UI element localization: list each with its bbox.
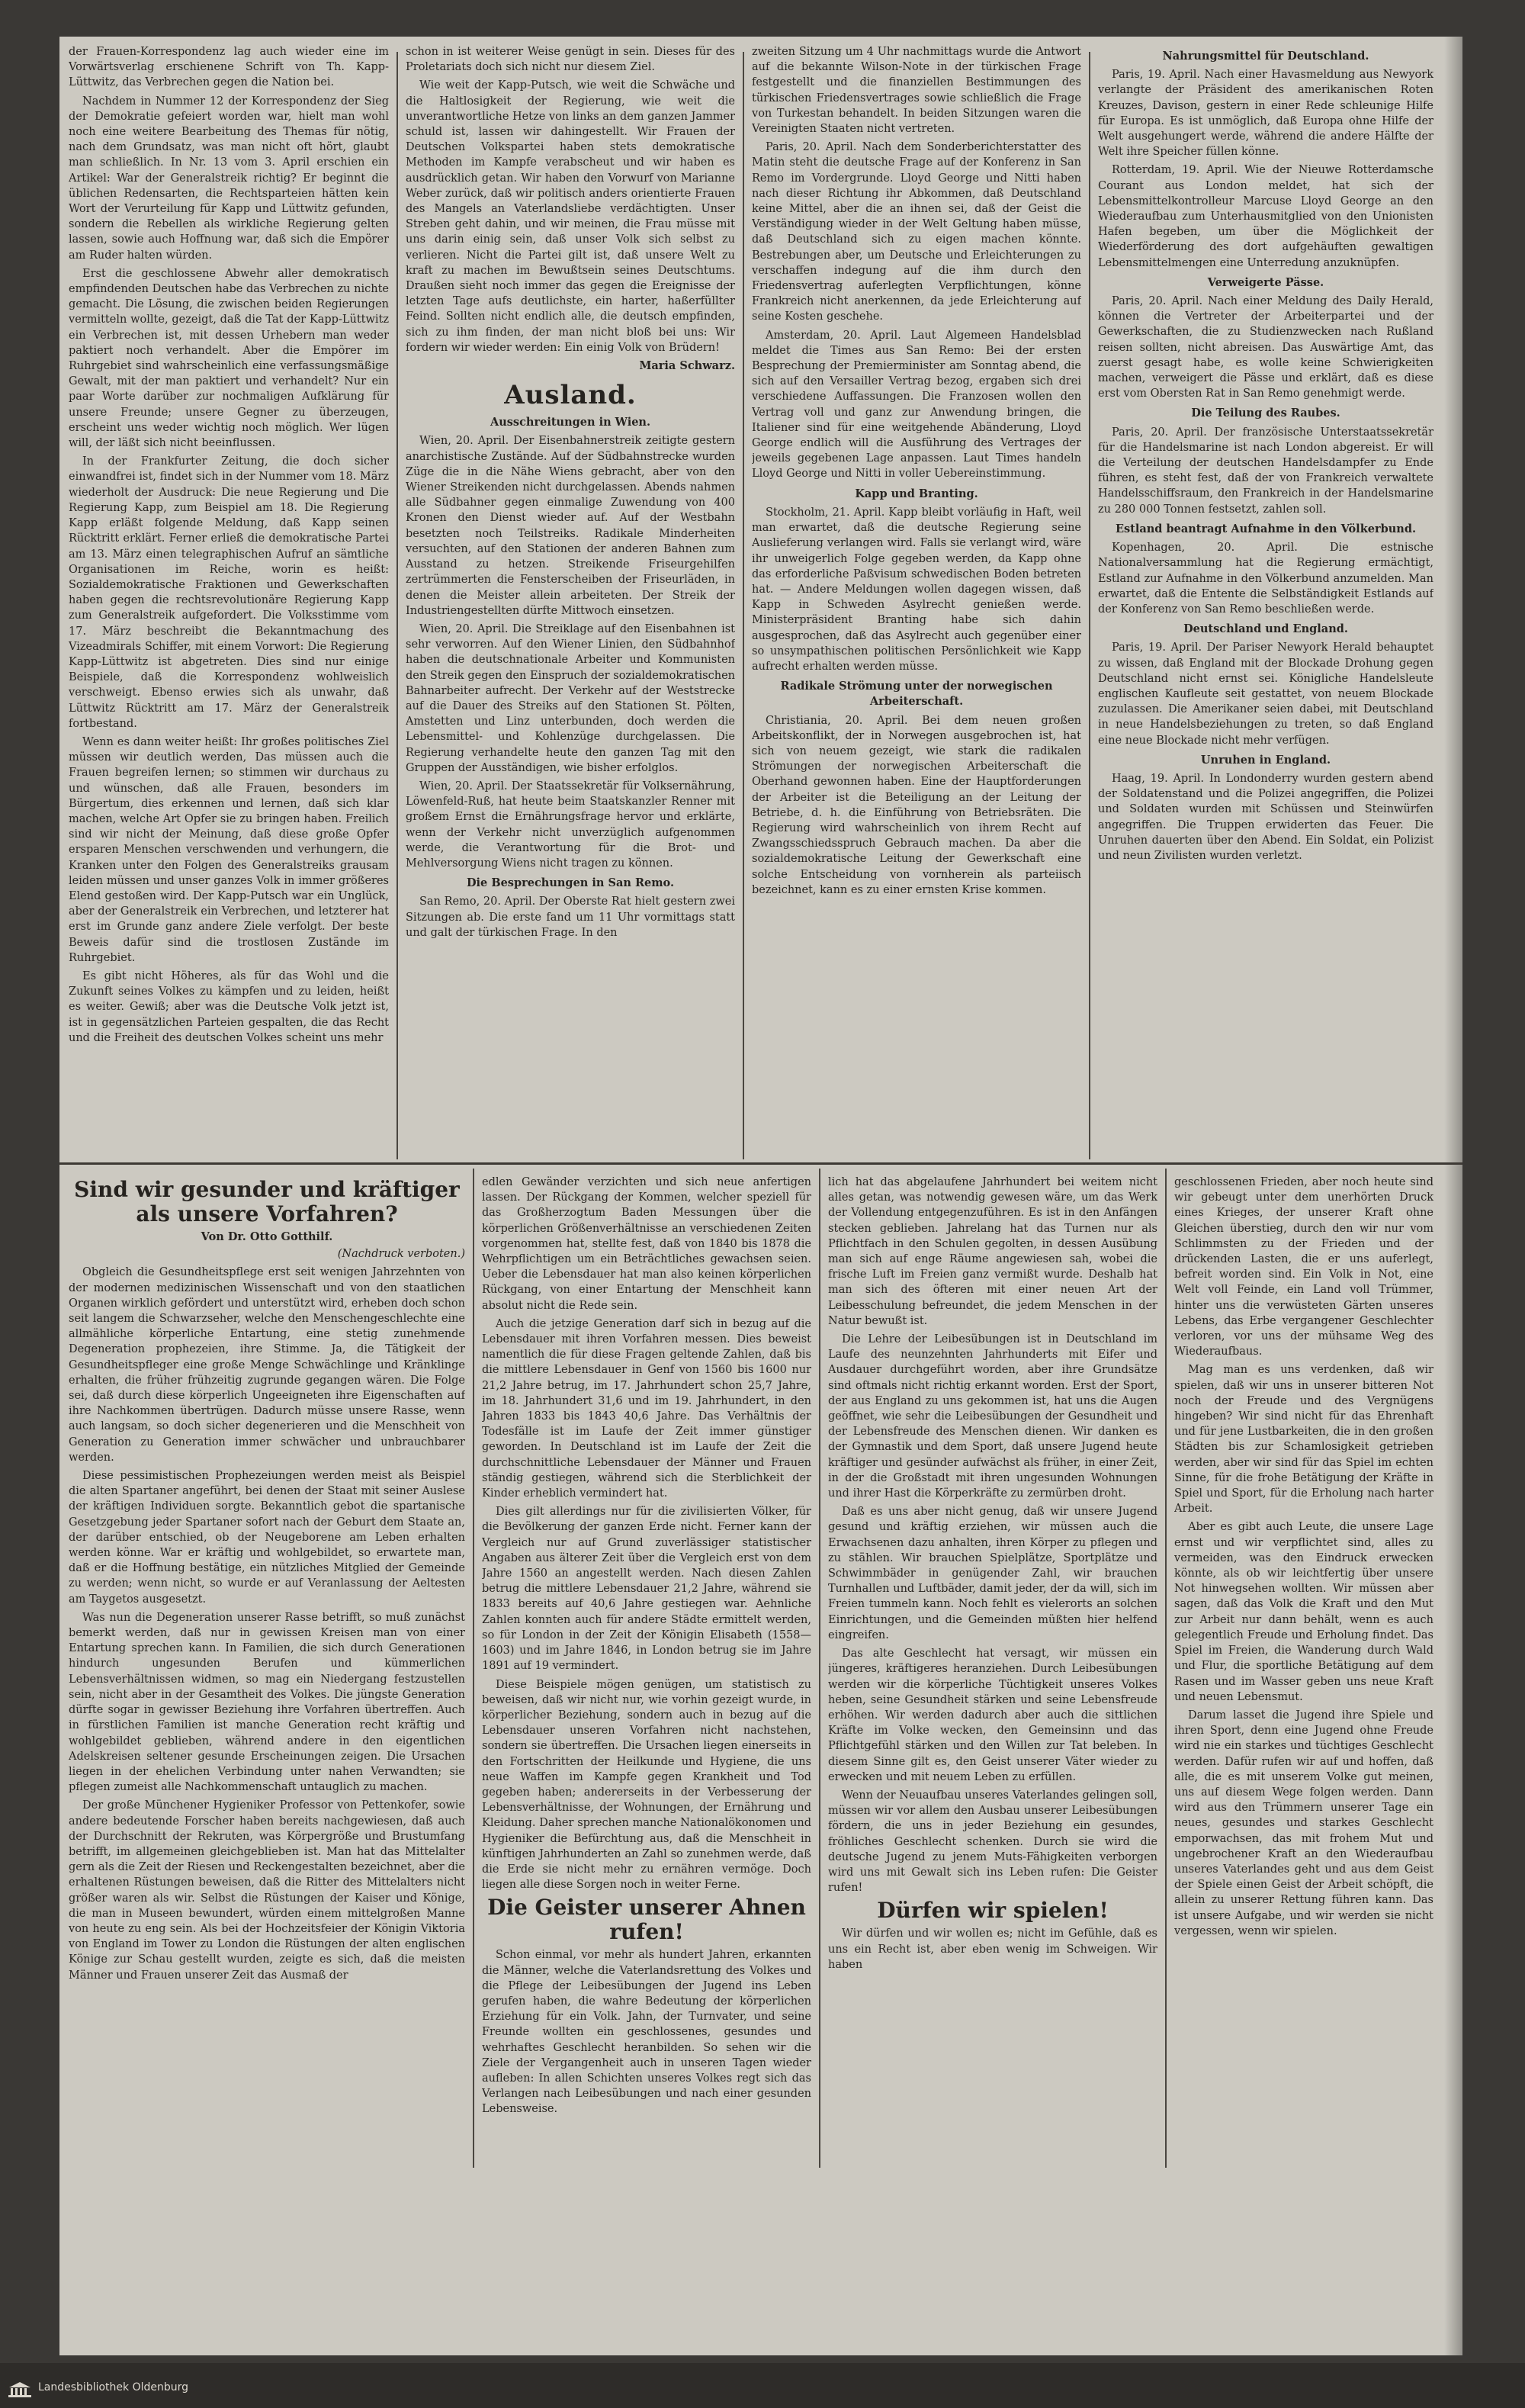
column-2-top [406, 44, 735, 1156]
section-rule [59, 1162, 1462, 1165]
newspaper-page [59, 37, 1462, 2355]
paragraph: Wenn es dann weiter heißt: Ihr großes politisches Ziel müssen wir deutlich werden, Das müssen auch die Frauen begreifen lernen; so stimmen wir durchaus zu und wünschen, daß alle Frauen, besonders im Bürgertum, dies erkennen und lernen, daß sich klar machen, welche Art Opfer sie zu bringen haben. Freilich sind wir nicht der Meinung, daß diese große Opfer ersparen Menschen verschwenden und verhungern, die Kranken unter den Folgen des Generalstreiks grausam leiden müssen und unser ganzes Volk in immer größeres Elend gestoßen wird. Der Kapp-Putsch war ein Unglück, aber der Generalstreik ein Verbrechen, und letzterer hat erst im Grunde ganz andere Ziele verfolgt. Der beste Beweis dafür sind die trostlosen Zustände im Ruhrgebiet. [69, 735, 389, 964]
viewer-footer [0, 2363, 1525, 2408]
subheading: Deutschland und England. [1183, 622, 1348, 636]
column-rule [1089, 52, 1090, 1159]
paragraph: Darum lasset die Jugend ihre Spiele und ihren Sport, denn eine Jugend ohne Freude wird nie ein starkes und tüchtiges Geschlecht werden. Dafür rufen wir auf und hoffen, daß alle, die es mit unserem Volke gut meinen, uns auf diesem Wege folgen werden. Dann wird aus den Trümmern unserer Tage ein neues, gesundes und starkes Geschlecht emporwachsen, das mit frohem Mut und ungebrochener Kraft an den Wiederaufbau unseres Vaterlandes geht und aus dem Geist der Spiele einen Geist der Arbeit schöpft, die allein zu unserer Rettung führen kann. Das ist unsere Aufgabe, und wir werden sie nicht vergessen, wenn wir spielen. [1174, 1709, 1434, 1937]
paragraph: Mag man es uns verdenken, daß wir spielen, daß wir uns in unserer bitteren Not noch der Freude und des Vergnügens hingeben? Wir sind nicht für das Ehrenhaft und für jene Lustbarkeiten, die in den großen Städten bis zur Schamlosigkeit getrieben werden, aber wir sind für das Spiel im echten Sinne, für die frohe Betätigung der Kräfte in Spiel und Sport, für die Erholung nach harter Arbeit. [1174, 1364, 1434, 1516]
library-name: Landesbibliothek Oldenburg [38, 2381, 189, 2394]
paragraph: zweiten Sitzung um 4 Uhr nachmittags wurde die Antwort auf die bekannte Wilson-Note in der türkischen Frage festgestellt und die finanziellen Bestimmungen des türkischen Friedensvertrages sowie schließlich die Frage von Turkestan behandelt. In beiden Sitzungen waren die Vereinigten Staaten nicht vertreten. [752, 46, 1081, 136]
paragraph: der Frauen-Korrespondenz lag auch wieder eine im Vorwärtsverlag erschienene Schrift von Th. Kapp-Lüttwitz, das Verbrechen gegen die Nation bei. [69, 46, 389, 89]
subheading: Radikale Strömung unter der norwegischen Arbeiterschaft. [780, 680, 1053, 709]
paragraph: schon in ist weiterer Weise genügt in sein. Dieses für des Proletariats doch sich nicht nur diesem Ziel. [406, 46, 735, 74]
column-rule [473, 1169, 474, 2168]
column-1-top [69, 44, 389, 1156]
column-rule [819, 1169, 820, 2168]
paragraph: geschlossenen Frieden, aber noch heute sind wir gebeugt unter dem unerhörten Druck eines Krieges, der unserer Kraft ohne Gleichen überstieg, durch den wir nur vom Schlimmsten zu der Frieden und der drückenden Lasten, die er uns auferlegt, befreit worden sind. Ein Volk in Not, eine Welt voll Feinde, ein Land voll Trümmer, hinter uns die verwüsteten Gärten unseres Lebens, das Erbe vergangener Geschlechter verloren, vor uns der mühsame Weg des Wiederaufbaus. [1174, 1176, 1434, 1358]
library-logo-icon [8, 2381, 32, 2398]
paragraph: Aber es gibt auch Leute, die unsere Lage ernst und wir verpflichtet sind, alles zu vermeiden, was den Eindruck erwecken könnte, als ob wir leichtfertig über unsere Not hinwegsehen wollten. Wir müssen aber sagen, daß das Volk die Kraft und den Mut zur Arbeit nur dann behält, wenn es auch gelegentlich Freude und Erholung findet. Das Spiel im Freien, die Wanderung durch Wald und Flur, die sportliche Betätigung auf dem Rasen und im Wasser geben uns neue Kraft und neuen Lebensmut. [1174, 1521, 1434, 1703]
subheading: Kapp und Branting. [855, 487, 978, 500]
paragraph: Nachdem in Nummer 12 der Korrespondenz der Sieg der Demokratie gefeiert worden war, hielt man wohl noch eine weitere Bearbeitung des Themas für nötig, nach dem Grundsatz, was man nicht oft hört, glaubt man schließlich. In Nr. 13 vom 3. April erschien ein Artikel: War der Generalstreik richtig? Er beginnt die üblichen Redensarten, die Rechtsparteien hätten kein Wort der Verurteilung für Kapp und Lüttwitz gefunden, sondern die Rebellen als wirkliche Regierung gelten lassen, sowie auch Hoffnung war, daß sich die Empörer am Ruder halten würden. [69, 95, 389, 262]
paragraph: Paris, 19. April. Der Pariser Newyork Herald behauptet zu wissen, daß England mit der Blockade Drohung gegen Deutschland nicht ernst sei. Königliche Handelsleute englischen Kaufleute seit gestattet, von neuem Blockade zuzulassen. Die Amerikaner seien dabei, mit Deutschland in neue Handelsbeziehungen zu treten, so daß England eine neue Blockade nicht mehr verfügen. [1098, 641, 1434, 747]
author-signature: Maria Schwarz. [639, 359, 735, 373]
subheading: Die Teilung des Raubes. [1191, 407, 1340, 420]
subheading: Unruhen in England. [1200, 753, 1331, 767]
paragraph: Rotterdam, 19. April. Wie der Nieuwe Rotterdamsche Courant aus London meldet, hat sich der Lebensmittelkontrolleur Marcuse Lloyd George an den Wiederaufbau zum Unterhausmitglied von den Unionisten Hafen begeben, um über die Möglichkeit der Wiederförderung des dort aufgehäuften gewaltigen Lebensmittelmengen eine Unterredung anzuknüpfen. [1098, 164, 1434, 269]
subheading: Nahrungsmittel für Deutschland. [1162, 50, 1369, 63]
paragraph: Was nun die Degeneration unserer Rasse betrifft, so muß zunächst bemerkt werden, daß nur in gewissen Kreisen man von einer Entartung sprechen kann. In Familien, die sich durch Generationen hindurch ungesunden Berufen und kümmerlichen Lebensverhältnissen widmen, so mag ein Niedergang festzustellen sein, nicht aber in der Gesamtheit des Volkes. Die jüngste Generation dürfte sogar in gewisser Beziehung ihre Vorfahren übertreffen. Auch in fürstlichen Familien ist manche Generation recht kräftig und wohlgebildet geblieben, während andere in den eigentlichen Adelskreisen seltener gesunde Erscheinungen zeigen. Die Ursachen liegen in der ehelichen Verbindung unter nahen Verwandten; sie pflegen zumeist alle Nachkommenschaft untauglich zu machen. [69, 1611, 465, 1794]
paragraph: Christiania, 20. April. Bei dem neuen großen Arbeitskonflikt, der in Norwegen ausgebrochen ist, hat sich von neuem gezeigt, wie stark die radikalen Strömungen der norwegischen Arbeiterschaft die Oberhand gewonnen haben. Eine der Hauptforderungen der Arbeiter ist die Beteiligung an der Leitung der Betriebe, d. h. die Einführung von Betriebsräten. Die Regierung wird wahrscheinlich von ihrem Recht auf Zwangsschiedsspruch Gebrauch machen. Da aber die sozialdemokratische Leitung der Gewerkschaft eine solche Entscheidung von vornherein als parteiisch bezeichnet, kann es zu einer ernsten Krise kommen. [752, 714, 1081, 896]
paragraph: Stockholm, 21. April. Kapp bleibt vorläufig in Haft, weil man erwartet, daß die deutsche Regierung seine Auslieferung verlangen wird. Falls sie verlangt wird, wäre ihr unweigerlich Folge gegeben werden, da Kapp ohne das erforderliche Paßvisum schwedischen Boden betreten hat. — Andere Meldungen wollen dagegen wissen, daß Kapp in Schweden Asylrecht genießen werde. Ministerpräsident Branting habe sich dahin ausgesprochen, daß das Asylrecht auch gegenüber einer so unsympathischen politischen Persönlichkeit wie Kapp aufrecht erhalten werden müsse. [752, 506, 1081, 673]
paragraph: Paris, 20. April. Nach einer Meldung des Daily Herald, können die Vertreter der Arbeiterpartei und der Gewerkschaften, die zu Studienzwecken nach Rußland reisen sollten, nicht abreisen. Das Auswärtige Amt, das zuerst gesagt habe, es wolle keine Schwierigkeiten machen, verweigert die Pässe und erklärt, daß es diese erst vom Obersten Rat in San Remo genehmigt werde. [1098, 295, 1434, 400]
column-rule [396, 52, 398, 1159]
paragraph: Paris, 20. April. Nach dem Sonderberichterstatter des Matin steht die deutsche Frage auf der Konferenz in San Remo im Vordergrunde. Lloyd George und Nitti haben nach dieser Richtung ihr Abkommen, daß Deutschland keine Mittel, aber die an ihnen sei, daß der Geist die Verständigung wieder in der Welt Geltung haben müsse, daß Deutschland sich zu eigen machen könnte. Bestrebungen aber, um Deutsche und Erleichterungen zu verschaffen indegung auf die ihm durch den Friedensvertrag auferlegten Verpflichtungen, könne Frankreich nicht anerkennen, da jede Erleichterung auf seine Kosten geschehe. [752, 141, 1081, 323]
paragraph: Diese pessimistischen Prophezeiungen werden meist als Beispiel die alten Spartaner angeführt, bei denen der Staat mit seiner Auslese der kräftigen Individuen sorgte. Bekanntlich gebot die spartanische Gesetzgebung jeder Spartaner sofort nach der Geburt dem Staate an, der darüber entschied, ob der Neugeborene am Leben erhalten werden könne. War er kräftig und wohlgebildet, so erwartete man, daß er die Hoffnung bestätige, ein nützliches Mitglied der Gemeinde zu werden; wenn nicht, so wurde er auf Veranlassung der Aeltesten am Taygetos ausgesetzt. [69, 1470, 465, 1606]
paragraph: Es gibt nicht Höheres, als für das Wohl und die Zukunft seines Volkes zu kämpfen und zu leiden, heißt es weiter. Gewiß; aber was die Deutsche Volk jetzt ist, ist in gegensätzlichen Parteien gespalten, die das Recht und die Freiheit des deutschen Volkes scheint uns mehr [69, 969, 389, 1044]
feature-headline: Sind wir gesunder und kräftiger als unsere Vorfahren? [74, 1177, 460, 1227]
subheading: Estland beantragt Aufnahme in den Völkerbund. [1115, 522, 1417, 535]
paragraph: Wie weit der Kapp-Putsch, wie weit die Schwäche und die Haltlosigkeit der Regierung, wie weit die unverantwortliche Hetze von links an dem ganzen Jammer schuld ist, lassen wir dahingestellt. Wir Frauen der Deutschen Volkspartei haben stets demokratische Methoden im Kampfe verabscheut und wir haben es ausdrücklich getan. Wir haben den Vorwurf von Marianne Weber zurück, daß wir politisch anders orientierte Frauen des Mangels an Vaterlandsliebe verdächtigten. Unser Streben geht dahin, und wir meinen, die Frau müsse mit uns darin einig sein, daß unser Volk sich selbst zu verlieren. Nicht die Partei gilt ist, daß unsere Welt zu kraft zu machen im Bewußtsein seines Deutschtums. Draußen sieht noch immer das gegen die Ereignisse der letzten Tage aufs deutlichste, ein harter, haßerfüllter Feind. Sollten nicht endlich alle, die deutsch empfinden, sich zu ihm finden, der man nicht bloß bei uns: Wir fordern wir wieder werden: Ein einig Volk von Brüdern! [406, 79, 735, 354]
paragraph: lich hat das abgelaufene Jahrhundert bei weitem nicht alles getan, was notwendig gewesen wäre, um das Werk der Vollendung entgegenzuführen. Es ist in den Anfängen stecken geblieben. Jahrelang hat das Turnen nur als Pflichtfach in den Schulen gegolten, in dessen Ausübung man sich auf enge Räume angewiesen sah, wobei die frische Luft im Freien ganz vermißt wurde. Deshalb hat man sich des öfteren mit einer neuen Art der Leibesschulung befreundet, die jedem Menschen in der Natur bewußt ist. [828, 1176, 1157, 1327]
paragraph: Die Lehre der Leibesübungen ist in Deutschland im Laufe des neunzehnten Jahrhunderts mit Eifer und Ausdauer durchgeführt worden, aber ihre Grundsätze sind oftmals nicht richtig erkannt worden. Erst der Sport, der aus England zu uns gekommen ist, hat uns die Augen geöffnet, wie sehr die Leibesübungen der Gesundheit und der Lebensfreude des Menschen dienen. Wir danken es der Gymnastik und dem Sport, daß unsere Jugend heute kräftiger und gesünder aufwächst als früher, in einer Zeit, in der die Großstadt mit ihren ungesunden Wohnungen und ihrer Hast die Körperkräfte zu zermürben droht. [828, 1333, 1157, 1500]
column-4-top [1098, 44, 1434, 1156]
paragraph: Diese Beispiele mögen genügen, um statistisch zu beweisen, daß wir nicht nur, wie vorhin gezeigt wurde, in körperlicher Beziehung, sondern auch in bezug auf die Lebensdauer unseren Vorfahren nicht nachstehen, sondern sie übertreffen. Die Ursachen liegen einerseits in den Fortschritten der Heilkunde und Hygiene, die uns neue Waffen im Kampfe gegen Krankheit und Tod gegeben haben; andererseits in der Verbesserung der Lebensverhältnisse, der Wohnungen, der Ernährung und Kleidung. Daher sprechen manche Nationalökonomen und Hygieniker die Befürchtung aus, daß die Menschheit in künftigen Jahrhunderten an Zahl so zunehmen werde, daß die Erde sie nicht mehr zu ernähren vermöge. Doch liegen alle diese Sorgen noch in weiter Ferne. [482, 1678, 811, 1892]
feature-column-3 [828, 1175, 1157, 2166]
paragraph: Wien, 20. April. Der Eisenbahnerstreik zeitigte gestern anarchistische Zustände. Auf der Südbahnstrecke wurden Züge die in die Nähe Wiens gebracht, aber von den Wiener Streikenden nicht durchgelassen. Abends nahmen alle Südbahner gegen einmalige Zuwendung von 400 Kronen den Dienst wieder auf. Auf der Westbahn besetzten noch Teilstreiks. Radikale Minderheiten versuchten, auf den Stationen der anderen Bahnen zum Ausstand zu hetzen. Streikende Friseurgehilfen zertrümmerten die Fensterscheiben der Friseurläden, in denen die Meister allein arbeiteten. Der Streik der Industriengestellten dürfte Mittwoch einsetzen. [406, 435, 735, 617]
paragraph: San Remo, 20. April. Der Oberste Rat hielt gestern zwei Sitzungen ab. Die erste fand um 11 Uhr vormittags statt und galt der türkischen Frage. In den [406, 895, 735, 939]
feature-subheadline: Die Geister unserer Ahnen rufen! [487, 1895, 806, 1945]
paragraph: Haag, 19. April. In Londonderry wurden gestern abend der Soldatenstand und die Polizei angegriffen, die Polizei und Soldaten wurden mit Schüssen und Steinwürfen angegriffen. Die Truppen erwiderten das Feuer. Die Unruhen dauerten über den Abend. Ein Soldat, ein Polizist und neun Zivilisten wurden verletzt. [1098, 772, 1434, 862]
paragraph: Wien, 20. April. Die Streiklage auf den Eisenbahnen ist sehr verworren. Auf den Wiener Linien, den Südbahnhof haben die deutschnationale Arbeiter und Kommunisten den Streik gegen den Einspruch der sozialdemokratischen Bahnarbeiter aufrecht. Der Verkehr auf der Weststrecke auf die Dauer des Streiks auf den Stationen St. Pölten, Amstetten und Linz unterbunden, doch werden die Lebensmittel- und Kohlenzüge durchgelassen. Die Regierung verhandelte heute den ganzen Tag mit den Gruppen der Ausständigen, wie bisher erfolglos. [406, 622, 735, 774]
paragraph: Kopenhagen, 20. April. Die estnische Nationalversammlung hat die Regierung ermächtigt, Estland zur Aufnahme in den Völkerbund anzumelden. Man erwartet, daß die Entente die Selbständigkeit Estlands auf der Konferenz von San Remo beschließen werde. [1098, 542, 1434, 616]
feature-column-4 [1174, 1175, 1434, 2166]
subheading: Ausschreitungen in Wien. [490, 416, 651, 429]
subheading: Die Besprechungen in San Remo. [466, 876, 675, 890]
paragraph: edlen Gewänder verzichten und sich neue anfertigen lassen. Der Rückgang der Kommen, welcher speziell für das Großherzogtum Baden Messungen über die körperlichen Größenverhältnisse an verschiedenen Zeiten vorgenommen hat, stellte fest, daß von 1840 bis 1878 die Wehrpflichtigen um ein Beträchtliches gewachsen seien. Ueber die Lebensdauer hat man also keinen körperlichen Rückgang, von einer Entartung der Menschheit kann absolut nicht die Rede sein. [482, 1176, 811, 1312]
paragraph: Obgleich die Gesundheitspflege erst seit wenigen Jahrzehnten von der modernen medizinischen Wissenschaft und von den staatlichen Organen wirklich gefördert und unterstützt wird, erheben doch schon seit langem die Schwarzseher, welche den Menschengeschlechte eine allmähliche körperliche Entartung, eine stetig zunehmende Degeneration prophezeien, ihre Stimme. Ja, die Tätigkeit der Gesundheitspfleger eine große Menge Schwächlinge und Kränklinge erhalten, die früher frühzeitig zugrunde gegangen wären. Die Folge sei, daß durch diese körperlich Ungeeigneten ihre Eigenschaften auf ihre Nachkommen übertrügen. Dadurch müsse unsere Rasse, wenn auch langsam, so doch sicher degenerieren und die Menschheit von Generation zu Generation immer schwächer und unbrauchbarer werden. [69, 1266, 465, 1464]
feature-byline: Von Dr. Otto Gotthilf. [201, 1230, 333, 1243]
reprint-note: (Nachdruck verboten.) [337, 1248, 465, 1261]
paragraph: Schon einmal, vor mehr als hundert Jahren, erkannten die Männer, welche die Vaterlandsrettung des Volkes und die Pflege der Leibesübungen der Jugend ins Leben gerufen haben, die wahre Bedeutung der körperlichen Erziehung für ein Volk. Jahn, der Turnvater, und seine Freunde wollten ein geschlossenes, gesundes und wehrhaftes Geschlecht heranbilden. So sehen wir die Ziele der Vergangenheit auch in unseren Tagen wieder aufleben: In allen Schichten unseres Volkes regt sich das Verlangen nach Leibesübungen und nach einer gesunden Lebensweise. [482, 1949, 811, 2116]
column-3-top [752, 44, 1081, 1156]
paragraph: Amsterdam, 20. April. Laut Algemeen Handelsblad meldet die Times aus San Remo: Bei der ersten Besprechung der Premierminister am Sonntag abend, die sich auf den Versailler Vertrag bezog, ergaben sich drei verschiedene Auffassungen. Die Franzosen wollen den Vertrag voll und ganz zur Anwendung bringen, die Italiener sind für eine weitgehende Abänderung, Lloyd George endlich will die Ausführung des Vertrages der jeweils gegebenen Lage anpassen. Laut Times handeln Lloyd George und Nitti in voller Uebereinstimmung. [752, 329, 1081, 481]
feature-subheadline: Dürfen wir spielen! [877, 1898, 1109, 1924]
paragraph: In der Frankfurter Zeitung, die doch sicher einwandfrei ist, findet sich in der Nummer vom 18. März wiederholt der Ausdruck: Die neue Regierung und Die Regierung Kapp, zum Beispiel am 18. Die Regierung Kapp erläßt folgende Meldung, daß Kapp seinen Rücktritt erklärt. Ferner erließ die demokratische Partei am 13. März einen telegraphischen Aufruf an sämtliche Organisationen im Reiche, worin es heißt: Sozialdemokratische Fraktionen und Gewerkschaften haben gegen die rechtsrevolutionäre Regierung Kapp zum Generalstreik aufgefordert. Die Volksstimme vom 17. März beschreibt die Bekanntmachung des Vizeadmirals Schiffer, mit einem Vorwort: Die Regierung Kapp-Lüttwitz ist abgetreten. Dies sind nur einige Beispiele, daß die Korrespondenz wohlweislich verschweigt. Ebenso erwies sich als unwahr, daß Lüttwitz Rücktritt am 17. März der Generalstreik fortbestand. [69, 455, 389, 730]
section-heading: Ausland. [504, 380, 637, 411]
paragraph: Der große Münchener Hygieniker Professor von Pettenkofer, sowie andere bedeutende Forscher haben bereits nachgewiesen, daß auch der Durchschnitt der Rekruten, was Körpergröße und Brustumfang betrifft, im allgemeinen gleichgeblieben ist. Man hat das Mittelalter gern als die Zeit der Riesen und Reckengestalten bezeichnet, aber die erhaltenen Rüstungen beweisen, daß die Ritter des Mittelalters nicht größer waren als wir. Selbst die Rüstungen der Kaiser und Könige, die man in Museen bewundert, würden einem mittelgroßen Manne von heute zu eng sein. Als bei der Hochzeitsfeier der Königin Viktoria von England im Tower zu London die Rüstungen der alten englischen Könige zur Schau gestellt wurden, zeigte es sich, daß die meisten Männer und Frauen unserer Zeit das Ausmaß der [69, 1799, 465, 1982]
paragraph: Erst die geschlossene Abwehr aller demokratisch empfindenden Deutschen habe das Verbrechen zu nichte gemacht. Die Lösung, die zwischen beiden Regierungen vermitteln wollte, gezeigt, daß die Tat der Kapp-Lüttwitz ein Verbrechen ist, mit dessen Urhebern man weder paktiert noch verhandelt. Aber die Empörer im Ruhrgebiet sind wahrscheinlich eine verfassungsmäßige Gewalt, mit der man paktiert und verhandelt? Nur ein paar Worte darüber zur nochmaligen Aufklärung für unsere Freunde; unsere Gegner zu überzeugen, erscheint uns weder wichtig noch möglich. Wer lügen will, der läßt sich nicht beeinflussen. [69, 267, 389, 450]
paragraph: Wenn der Neuaufbau unseres Vaterlandes gelingen soll, müssen wir vor allem den Ausbau unserer Leibesübungen fördern, die uns in jeder Beziehung ein gesundes, fröhliches Geschlecht schenken. Durch sie wird die deutsche Jugend zu jenem Muts-Fähigkeiten verborgen wird uns mit Gewalt sich ins Leben rufen: Die Geister rufen! [828, 1789, 1157, 1895]
feature-column-2 [482, 1175, 811, 2166]
subheading: Verweigerte Pässe. [1207, 275, 1324, 289]
column-rule [743, 52, 744, 1159]
paragraph: Dies gilt allerdings nur für die zivilisierten Völker, für die Bevölkerung der ganzen Erde nicht. Ferner kann der Vergleich nur auf Grund zuverlässiger statistischer Angaben aus älterer Zeit über die Vergleich erst von dem Jahre 1560 an angestellt werden. Nach diesen Zahlen betrug die mittlere Lebensdauer 21,2 Jahre, während sie 1833 bereits auf 40,6 Jahre gestiegen war. Aehnliche Zahlen konnten auch für andere Städte ermittelt werden, so für London in der Zeit der Königin Elisabeth (1558—1603) und im Jahre 1846, in London betrug sie im Jahre 1891 auf 19 vermindert. [482, 1506, 811, 1673]
paragraph: Daß es uns aber nicht genug, daß wir unsere Jugend gesund und kräftig erziehen, wir müssen auch die Erwachsenen dazu anhalten, ihren Körper zu pflegen und zu stählen. Wir brauchen Spielplätze, Sportplätze und Schwimmbäder in genügender Zahl, wir brauchen Turnhallen und Luftbäder, damit jeder, der da will, sich im Freien tummeln kann. Noch fehlt es vielerorts an solchen Einrichtungen, und die Gemeinden müßten hier helfend eingreifen. [828, 1506, 1157, 1641]
paragraph: Das alte Geschlecht hat versagt, wir müssen ein jüngeres, kräftigeres heranziehen. Durch Leibesübungen werden wir die körperliche Tüchtigkeit unseres Volkes heben, seine Gesundheit stärken und seine Lebensfreude erhöhen. Wir werden dadurch aber auch die sittlichen Kräfte im Volke wecken, den Gemeinsinn und das Pflichtgefühl stärken und den Willen zur Tat beleben. In diesem Sinne gilt es, den Geist unserer Väter wieder zu erwecken und mit neuem Leben zu erfüllen. [828, 1648, 1157, 1783]
paragraph: Auch die jetzige Generation darf sich in bezug auf die Lebensdauer mit ihren Vorfahren messen. Dies beweist namentlich die für diese Fragen geltende Zahlen, daß bis die mittlere Lebensdauer in Genf von 1560 bis 1600 nur 21,2 Jahre betrug, im 17. Jahrhundert schon 25,7 Jahre, im 18. Jahrhundert 31,6 und im 19. Jahrhundert, in den Jahren 1833 bis 1843 40,6 Jahre. Das Verhältnis der Todesfälle ist im Laufe der Zeit immer günstiger geworden. In Deutschland ist im Laufe der Zeit die durchschnittliche Lebensdauer der Männer und Frauen ständig gestiegen, während sich die Sterblichkeit der Kinder erheblich vermindert hat. [482, 1317, 811, 1500]
feature-column-1 [69, 1175, 465, 2166]
column-rule [1165, 1169, 1167, 2168]
paragraph: Paris, 19. April. Nach einer Havasmeldung aus Newyork verlangte der Präsident des amerikanischen Roten Kreuzes, Davison, gestern in einer Rede schleunige Hilfe für Europa. Es ist unmöglich, daß Europa ohne Hilfe der Welt ausgehungert werde, während die andere Hälfte der Welt ihre Speicher füllen könne. [1098, 69, 1434, 159]
paragraph: Paris, 20. April. Der französische Unterstaatssekretär für die Handelsmarine ist nach London abgereist. Er will die Verteilung der deutschen Handelsdampfer zu Ende führen, es steht fest, daß der von Frankreich verwaltete Handelsschiffsraum, den Frankreich in der Handelsmarine zu 280 000 Tonnen festsetzt, zahlen soll. [1098, 426, 1434, 516]
paragraph: Wir dürfen und wir wollen es; nicht im Gefühle, daß es uns ein Recht ist, aber eben wenig im Schweigen. Wir haben [828, 1927, 1157, 1971]
paragraph: Wien, 20. April. Der Staatssekretär für Volksernährung, Löwenfeld-Ruß, hat heute beim Staatskanzler Renner mit großem Ernst die Ernährungsfrage hervor und erklärte, wenn der Verkehr nicht unverzüglich aufgenommen werde, die Verantwortung für die Brot- und Mehlversorgung Wiens nicht tragen zu können. [406, 780, 735, 870]
page-edge-shadow [1444, 37, 1462, 2355]
